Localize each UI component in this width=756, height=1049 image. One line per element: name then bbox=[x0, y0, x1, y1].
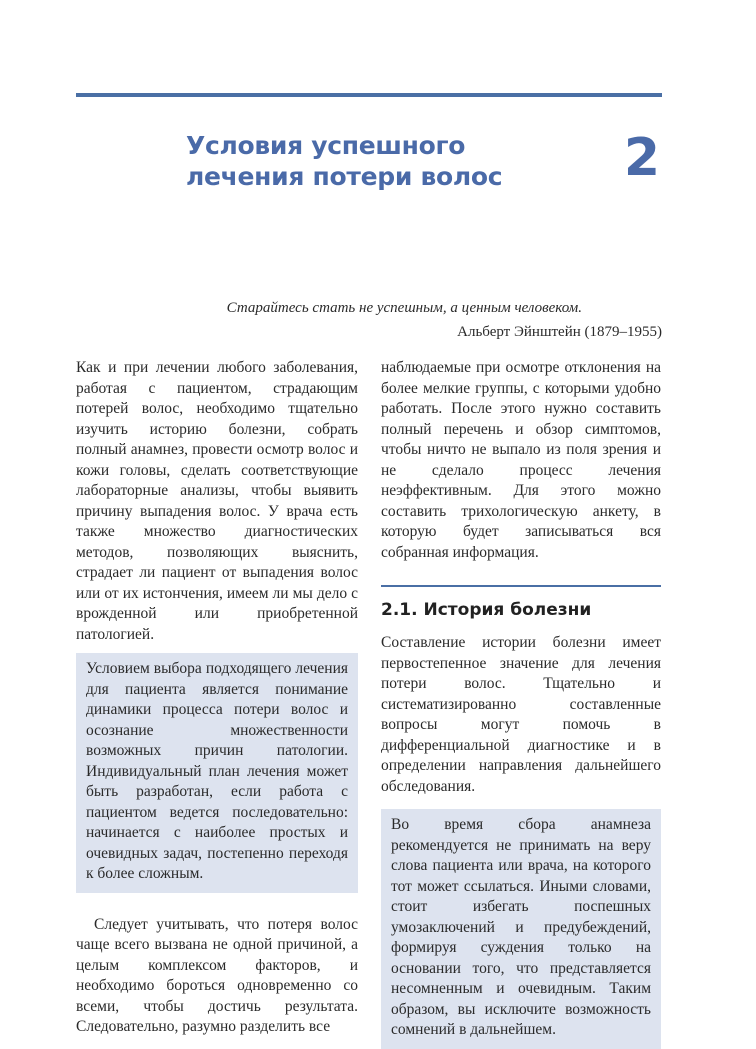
top-rule bbox=[76, 93, 662, 97]
right-column bbox=[381, 358, 661, 1049]
epigraph-quote: Старайтесь стать не успешным, а ценным человеком. bbox=[226, 300, 582, 316]
left-paragraph-1: Как и при лечении любого заболевания, работая с пациентом, страдающим потерей волос, необходимо тщательно изучить историю болезни, собрать полный анамнез, провести осмотр волос и кожи головы, сделать соответствующие лабораторные анализы, чтобы выявить причину выпадения волос. У врача есть также множество диагностических методов, позволяющих выяснить, страдает ли пациент от выпадения волос или от их истончения, имеем ли мы дело с врожденной или приобретенной патологией. bbox=[76, 359, 358, 643]
section-heading: 2.1. История болезни bbox=[381, 585, 661, 621]
right-highlight-box bbox=[381, 809, 661, 1049]
left-highlight-text: Условием выбора подходящего лечения для пациента является понимание динамики процесса потери волос и осознание множественности возможных причин патологии. Индивидуальный план лечения может быть разработан, если работа с пациентом ведется последовательно: начинается с наиболее простых и очевидных задач, постепенно переходя к более сложным. bbox=[86, 660, 348, 882]
right-paragraph-2: Составление истории болезни имеет первостепенное значение для лечения потери волос. Тщательно и систематизированно составленные вопросы могут помочь в дифференциальной диагностике и в определении направления дальнейшего обследования. bbox=[381, 634, 661, 795]
chapter-title bbox=[186, 130, 566, 192]
left-highlight-box bbox=[76, 653, 358, 893]
right-highlight-text: Во время сбора анамнеза рекомендуется не принимать на веру слова пациента или врача, на которого тот может ссылаться. Иными словами, стоит избегать поспешных умозаключений и предубеждений, формируя суждения только на основании того, что представляется несомненным и очевидным. Таким образом, вы исключите возможность сомнений в дальнейшем. bbox=[391, 816, 651, 1038]
chapter-title-line-1: Условия успешного bbox=[186, 131, 466, 160]
left-column bbox=[76, 358, 358, 1038]
right-paragraph-1: наблюдаемые при осмотре отклонения на более мелкие группы, с которыми удобно работать. После этого нужно составить полный перечень и обзор симптомов, чтобы ничто не выпало из поля зрения и не сделало процесс лечения неэффективным. Для этого можно составить трихологическую анкету, в которую будет записываться вся собранная информация. bbox=[381, 359, 661, 561]
left-paragraph-2: Следует учитывать, что потеря волос чаще всего вызвана не одной причиной, а целым комплексом факторов, и необходимо бороться одновременно со всеми, чтобы достичь результата. Следовательно, разумно разделить все bbox=[76, 915, 358, 1035]
chapter-title-line-2: лечения потери волос bbox=[186, 162, 503, 191]
epigraph-author: Альберт Эйнштейн (1879–1955) bbox=[457, 324, 662, 340]
chapter-number: 2 bbox=[623, 128, 660, 188]
